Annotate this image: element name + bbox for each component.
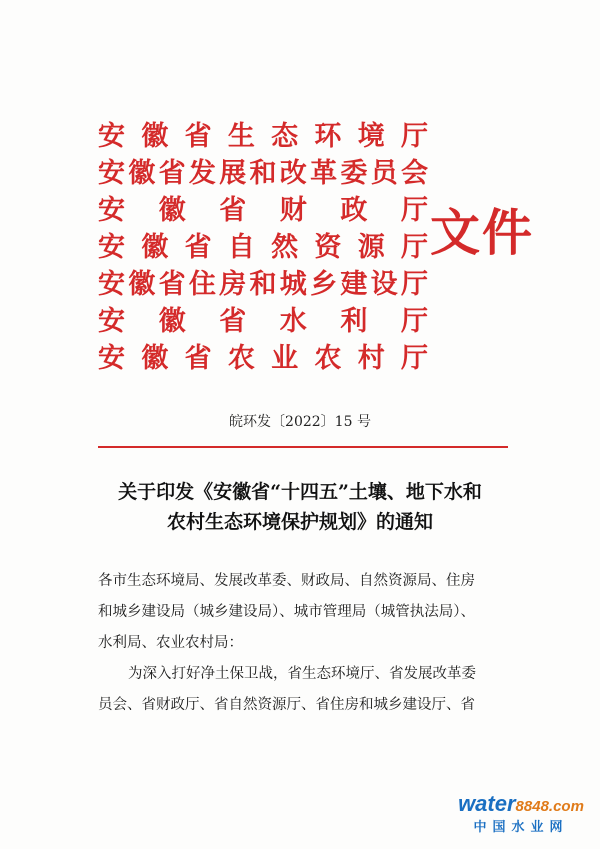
authority-char: 城 <box>279 269 307 300</box>
authority-char: 省 <box>219 306 247 337</box>
authority-char: 安 <box>98 343 125 374</box>
authority-char: 乡 <box>310 269 338 300</box>
authority-char: 源 <box>357 232 385 263</box>
authority-char: 境 <box>357 121 385 152</box>
authority-line <box>98 192 428 229</box>
authority-char: 建 <box>340 269 368 300</box>
recipients-line: 各市生态环境局、发展改革委、财政局、自然资源局、住房 <box>98 573 475 589</box>
document-number: 皖环发〔2022〕15 号 <box>229 414 371 430</box>
recipients-line: 和城乡建设局（城乡建设局）、城市管理局（城管执法局）、 <box>98 604 475 620</box>
document-type-label: 文件 <box>430 203 534 262</box>
authority-char: 省 <box>219 195 247 226</box>
authority-char: 和 <box>249 158 277 189</box>
authority-char: 展 <box>219 158 247 189</box>
watermark-logo-main: water <box>458 791 516 816</box>
red-divider <box>98 446 508 448</box>
title-line: 关于印发《安徽省“十四五”土壤、地下水和 <box>118 481 482 503</box>
authority-char: 政 <box>340 195 368 226</box>
authority-char: 和 <box>249 269 277 300</box>
authority-char: 徽 <box>128 269 156 300</box>
authority-char: 安 <box>98 306 125 337</box>
authority-char: 徽 <box>141 121 169 152</box>
authority-char: 省 <box>184 343 212 374</box>
authority-char: 水 <box>279 306 307 337</box>
authority-char: 安 <box>98 269 125 300</box>
authority-char: 厅 <box>400 232 428 263</box>
authority-line <box>98 303 428 340</box>
authority-char: 会 <box>400 158 428 189</box>
paragraph-line: 为深入打好净土保卫战，省生态环境厅、省发展改革委 <box>128 666 476 682</box>
authority-line <box>98 155 428 192</box>
authority-char: 利 <box>340 306 368 337</box>
authority-char: 安 <box>98 232 125 263</box>
authority-char: 员 <box>370 158 398 189</box>
issuing-authorities <box>98 118 428 377</box>
authority-char: 厅 <box>400 269 428 300</box>
paragraph-line: 员会、省财政厅、省自然资源厅、省住房和城乡建设厅、省 <box>98 697 475 713</box>
authority-char: 省 <box>158 269 186 300</box>
authority-char: 厅 <box>400 121 428 152</box>
authority-line <box>98 229 428 266</box>
authority-char: 安 <box>98 158 125 189</box>
authority-char: 徽 <box>141 232 169 263</box>
authority-char: 委 <box>340 158 368 189</box>
authority-char: 省 <box>158 158 186 189</box>
authority-char: 发 <box>188 158 216 189</box>
authority-line <box>98 266 428 303</box>
recipients-line: 水利局、农业农村局： <box>98 635 243 651</box>
title-line: 农村生态环境保护规划》的通知 <box>166 511 433 533</box>
authority-char: 徽 <box>141 343 169 374</box>
authority-char: 徽 <box>128 158 156 189</box>
authority-char: 厅 <box>400 306 428 337</box>
authority-char: 革 <box>310 158 338 189</box>
authority-char: 农 <box>314 343 342 374</box>
authority-char: 然 <box>271 232 299 263</box>
authority-char: 安 <box>98 121 125 152</box>
authority-line <box>98 340 428 377</box>
authority-char: 住 <box>188 269 216 300</box>
authority-char: 农 <box>227 343 255 374</box>
authority-char: 徽 <box>158 306 186 337</box>
authority-char: 房 <box>219 269 247 300</box>
authority-char: 生 <box>227 121 255 152</box>
notice-title <box>0 477 600 537</box>
authority-char: 厅 <box>400 195 428 226</box>
authority-char: 资 <box>314 232 342 263</box>
authority-char: 设 <box>370 269 398 300</box>
authority-char: 态 <box>271 121 299 152</box>
authority-char: 安 <box>98 195 125 226</box>
authority-char: 省 <box>184 232 212 263</box>
authority-char: 徽 <box>158 195 186 226</box>
site-watermark <box>456 792 586 837</box>
watermark-logo-suffix: .com <box>548 798 584 815</box>
notice-body <box>98 566 508 721</box>
watermark-subtitle: 中国水业网 <box>473 820 569 835</box>
authority-char: 财 <box>279 195 307 226</box>
authority-char: 环 <box>314 121 342 152</box>
authority-char: 自 <box>227 232 255 263</box>
watermark-logo <box>456 792 586 819</box>
authority-char: 村 <box>357 343 385 374</box>
authority-char: 改 <box>279 158 307 189</box>
watermark-logo-number: 8848 <box>515 798 549 815</box>
authority-char: 省 <box>184 121 212 152</box>
authority-char: 厅 <box>400 343 428 374</box>
authority-line <box>98 118 428 155</box>
authority-char: 业 <box>271 343 299 374</box>
